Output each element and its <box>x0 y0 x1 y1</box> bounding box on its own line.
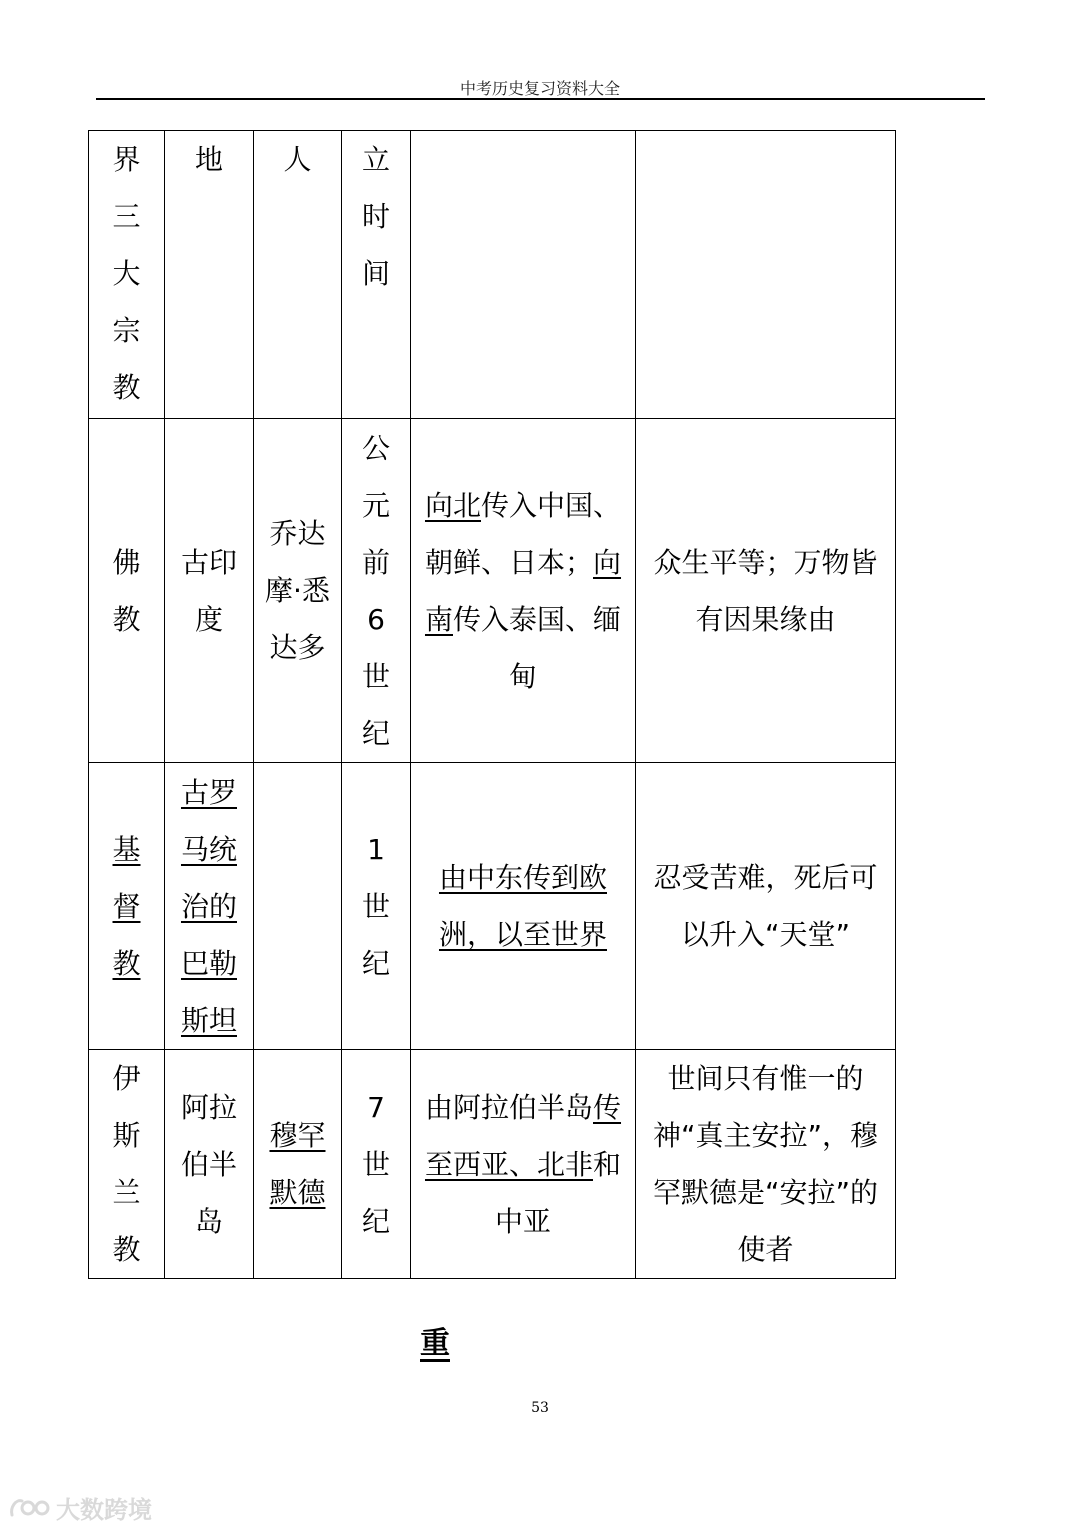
cell-spread <box>411 419 636 763</box>
cell-spread <box>411 1050 636 1279</box>
cell-religion: 佛教 <box>89 419 165 763</box>
cell-founder: 乔达摩·悉达多 <box>254 419 342 763</box>
plain-text: 传入中国、朝鲜、日本； <box>424 488 622 579</box>
cell-place: 阿拉伯半岛 <box>165 1050 254 1279</box>
table-header-row <box>89 131 896 419</box>
cell-time: 7世纪 <box>342 1050 411 1279</box>
header-cell-doctrine <box>636 131 896 419</box>
running-header-title: 中考历史复习资料大全 <box>459 79 620 98</box>
cell-time: 1世纪 <box>342 763 411 1050</box>
header-cell-founder: 人 <box>254 131 342 419</box>
section-heading: 重 <box>420 1326 450 1361</box>
cell-place: 古罗马统治的巴勒斯坦 <box>165 763 254 1050</box>
cell-doctrine: 世间只有惟一的神“真主安拉”，穆罕默德是“安拉”的使者 <box>636 1050 896 1279</box>
cell-founder: 穆罕默德 <box>254 1050 342 1279</box>
header-cell-time: 立时间 <box>342 131 411 419</box>
cell-religion: 伊斯兰教 <box>89 1050 165 1279</box>
table-row-buddhism <box>89 419 896 763</box>
watermark <box>8 1490 152 1525</box>
cell-religion: 基督教 <box>89 763 165 1050</box>
religions-table <box>88 130 896 1279</box>
table-row-islam <box>89 1050 896 1279</box>
plain-text: 传入泰国、缅甸 <box>453 602 622 693</box>
underlined-text: 传至西亚、北非 <box>424 1090 622 1181</box>
brand-logo-icon <box>8 1495 52 1521</box>
cell-place: 古印度 <box>165 419 254 763</box>
header-cell-religion: 界三大宗教 <box>89 131 165 419</box>
header-divider <box>96 98 985 100</box>
header-cell-place: 地 <box>165 131 254 419</box>
underlined-text: 向南 <box>424 545 622 636</box>
plain-text: 由阿拉伯半岛 <box>424 1090 593 1124</box>
page-number: 53 <box>531 1400 549 1416</box>
cell-founder <box>254 763 342 1050</box>
cell-doctrine: 众生平等；万物皆有因果缘由 <box>636 419 896 763</box>
table-row-christianity <box>89 763 896 1050</box>
watermark-text: 大数跨境 <box>56 1496 152 1524</box>
cell-spread: 由中东传到欧洲，以至世界 <box>411 763 636 1050</box>
cell-time: 公元前6世纪 <box>342 419 411 763</box>
plain-text: 和中亚 <box>494 1147 622 1238</box>
underlined-text: 向北 <box>424 488 481 522</box>
cell-doctrine: 忍受苦难，死后可以升入“天堂” <box>636 763 896 1050</box>
header-cell-spread <box>411 131 636 419</box>
